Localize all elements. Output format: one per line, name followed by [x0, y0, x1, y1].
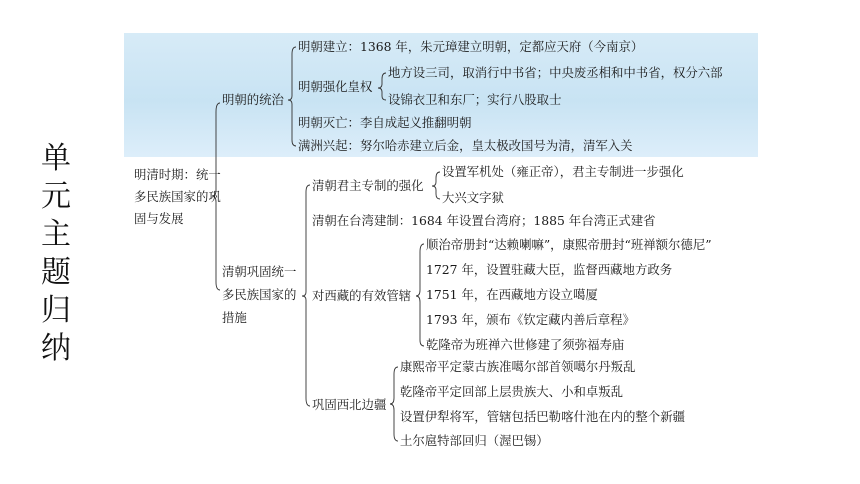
title-char: 主	[41, 217, 71, 252]
ming-strengthen-item: 设锦衣卫和东厂；实行八股取士	[388, 92, 562, 107]
brace-ming-strengthen	[378, 73, 386, 100]
qing-measures-node: 清朝巩固统一多民族国家的措施	[222, 264, 297, 325]
qing-tibet-item: 乾隆帝为班禅六世修建了须弥福寿庙	[426, 337, 625, 352]
qing-northwest-item: 乾隆帝平定回部上层贵族大、小和卓叛乱	[400, 384, 624, 399]
manchu-rise: 满洲兴起：努尔哈赤建立后金，皇太极改国号为清，清军入关	[298, 138, 633, 153]
qing-northwest-item: 设置伊犁将军，管辖包括巴勒喀什池在内的整个新疆	[400, 409, 685, 424]
ming-fall: 明朝灭亡：李自成起义推翻明朝	[298, 115, 472, 130]
title-char: 元	[41, 179, 71, 214]
brace-qing-autocracy	[432, 172, 440, 199]
qing-northwest-item: 康熙帝平定蒙古族准噶尔部首领噶尔丹叛乱	[400, 359, 636, 374]
title-char: 归	[41, 293, 71, 328]
qing-tibet-item: 1751 年，在西藏地方设立噶厦	[426, 287, 598, 302]
qing-autocracy-node: 清朝君主专制的强化	[312, 178, 424, 193]
ming-rule-node: 明朝的统治	[222, 92, 284, 107]
qing-tibet-item: 1793 年，颁布《钦定藏内善后章程》	[426, 312, 635, 327]
qing-northwest-node: 巩固西北边疆	[312, 397, 387, 412]
title-char: 题	[41, 255, 71, 290]
root-node: 明清时期：统一多民族国家的巩固与发展	[134, 167, 221, 226]
brace-qing-tibet	[416, 244, 424, 346]
qing-autocracy-item: 设置军机处（雍正帝），君主专制进一步强化	[442, 164, 684, 179]
ming-founding: 明朝建立：1368 年，朱元璋建立明朝，定都应天府（今南京）	[298, 39, 644, 54]
qing-tibet-item: 1727 年，设置驻藏大臣，监督西藏地方政务	[426, 262, 673, 277]
title-char: 单	[41, 141, 71, 176]
ming-strengthen-node: 明朝强化皇权	[298, 79, 373, 94]
qing-taiwan: 清朝在台湾建制：1684 年设置台湾府；1885 年台湾正式建省	[312, 213, 656, 228]
brace-qing-northwest	[390, 367, 398, 441]
qing-tibet-item: 顺治帝册封“达赖喇嘛”，康熙帝册封“班禅额尔德尼”	[426, 237, 712, 252]
ming-strengthen-item: 地方设三司，取消行中书省；中央废丞相和中书省，权分六部	[388, 65, 723, 80]
qing-northwest-item: 土尔扈特部回归（渥巴锡）	[400, 433, 549, 448]
qing-autocracy-item: 大兴文字狱	[442, 190, 504, 205]
qing-tibet-node: 对西藏的有效管辖	[312, 288, 412, 303]
brace-ming	[288, 47, 296, 146]
title-char: 纳	[41, 331, 71, 366]
